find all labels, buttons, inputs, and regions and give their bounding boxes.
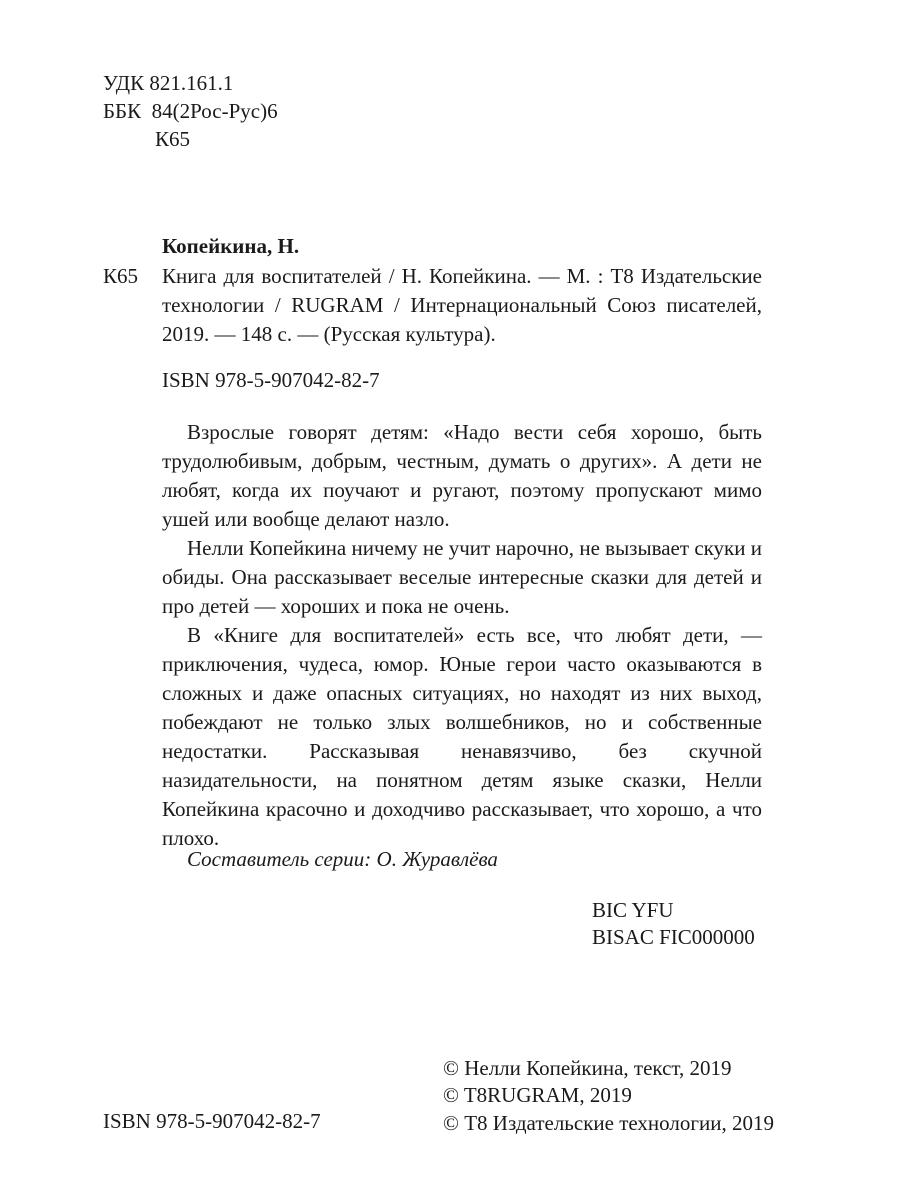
bbk-code: ББК 84(2Рос-Рус)6 [103, 98, 278, 123]
udk-code: УДК 821.161.1 [103, 71, 234, 95]
author-mark-left: К65 [103, 264, 139, 288]
author-heading: Копейкина, Н. [162, 234, 300, 258]
bibliographic-description-text: Книга для воспитателей / Н. Копейкина. — М. : Т8 Издательские технологии / RUGRAM / Интернациональный Союз писателей, 2019. — 148 с. — (Русская культура). [162, 264, 762, 346]
series-editor: Составитель серии: О. Журавлёва [187, 847, 498, 871]
annotation-paragraph: В «Книге для воспитателей» есть все, что любят дети, — приключения, чудеса, юмор. Юные герои часто оказываются в сложных и даже опасных ситуациях, но находят из них выход, побеждают не только злых волшебников, но и собственные недостатки. Рассказывая ненавязчиво, без скучной назидательности, на понятном детям языке сказки, Нелли Копейкина красочно и доходчиво рассказывает, что хорошо, а что плохо. [162, 622, 762, 850]
bic-code: BIC YFU [592, 898, 674, 922]
annotation [162, 418, 762, 853]
copyright-block [443, 1055, 774, 1137]
annotation-paragraph: Взрослые говорят детям: «Надо вести себя хорошо, быть трудолюбивым, добрым, честным, думать о других». А дети не любят, когда их поучают и ругают, поэтому пропускают мимо ушей или вообще делают назло. [162, 420, 762, 531]
copyright-line: © Т8 Издательские технологии, 2019 [443, 1110, 774, 1135]
isbn-record: ISBN 978-5-907042-82-7 [162, 368, 380, 392]
bibliographic-description [162, 262, 762, 349]
copyright-line: © T8RUGRAM, 2019 [443, 1083, 632, 1108]
subject-codes [592, 897, 755, 952]
author-mark: К65 [155, 126, 191, 151]
annotation-paragraph: Нелли Копейкина ничему не учит нарочно, не вызывает скуки и обиды. Она рассказывает веселые интересные сказки для детей и про детей — хороших и пока не очень. [162, 535, 762, 618]
copyright-line: © Нелли Копейкина, текст, 2019 [443, 1056, 732, 1080]
footer-isbn: ISBN 978-5-907042-82-7 [103, 1109, 321, 1133]
bisac-code: BISAC FIC000000 [592, 925, 755, 950]
classification-block [103, 70, 278, 154]
